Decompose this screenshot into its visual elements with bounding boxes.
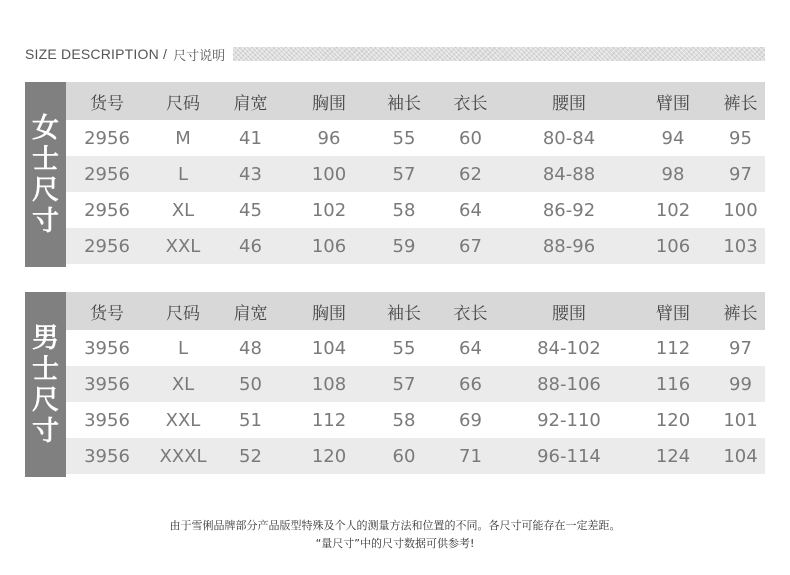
table-cell: XXL	[165, 409, 201, 431]
table-cell: 67	[459, 235, 482, 257]
table-cell: 52	[239, 445, 262, 467]
table-cell: 57	[392, 163, 416, 185]
table-cell: 120	[311, 445, 347, 467]
title-en: SIZE DESCRIPTION /	[25, 46, 168, 62]
table-cell: 99	[729, 373, 752, 395]
table-cell: 92-110	[537, 409, 601, 431]
table-cell: 94	[661, 127, 685, 149]
table-cell: 124	[655, 445, 691, 467]
table-cell: 95	[729, 127, 752, 149]
women-size-label	[25, 82, 66, 267]
column-header: 裤长	[723, 93, 758, 114]
table-row	[66, 228, 765, 264]
table-cell: 50	[239, 373, 262, 395]
table-row	[66, 366, 765, 402]
table-cell: XXXL	[159, 445, 207, 467]
column-header: 货号	[90, 303, 124, 324]
table-cell: 3956	[84, 409, 130, 431]
table-cell: 96	[317, 127, 341, 149]
side-char: 女	[32, 112, 59, 144]
table-cell: XXL	[165, 235, 201, 257]
table-cell: 102	[655, 199, 691, 221]
side-char: 寸	[32, 415, 59, 447]
table-cell: 43	[239, 163, 262, 185]
column-header: 臂围	[656, 93, 690, 114]
table-cell: M	[175, 127, 191, 149]
table-cell: 101	[723, 409, 758, 431]
column-header: 肩宽	[233, 93, 268, 114]
men-size-table	[25, 292, 765, 477]
table-cell: 120	[655, 409, 691, 431]
table-cell: 60	[459, 127, 482, 149]
column-header: 腰围	[552, 303, 586, 324]
table-row	[66, 156, 765, 192]
table-cell: 58	[392, 199, 416, 221]
table-cell: 60	[392, 445, 416, 467]
table-cell: 98	[661, 163, 685, 185]
table-cell: 58	[392, 409, 416, 431]
table-cell: 116	[655, 373, 691, 395]
table-cell: 84-102	[537, 337, 601, 359]
side-char: 寸	[32, 205, 59, 237]
column-header: 腰围	[552, 93, 586, 114]
table-cell: 2956	[84, 163, 130, 185]
column-header: 胸围	[312, 93, 346, 114]
table-cell: 88-106	[537, 373, 601, 395]
side-char: 男	[32, 322, 59, 354]
table-cell: 103	[723, 235, 758, 257]
title-cn: 尺寸说明	[173, 48, 226, 64]
table-cell: 106	[311, 235, 347, 257]
table-cell: 62	[459, 163, 482, 185]
column-header: 衣长	[453, 303, 488, 324]
table-cell: 3956	[84, 373, 130, 395]
table-cell: 41	[239, 127, 262, 149]
table-cell: 112	[311, 409, 347, 431]
column-header: 肩宽	[233, 303, 268, 324]
column-header: 衣长	[453, 93, 488, 114]
table-cell: 96-114	[537, 445, 601, 467]
table-row	[66, 402, 765, 438]
column-header: 货号	[90, 93, 124, 114]
table-cell: 102	[311, 199, 347, 221]
column-header: 袖长	[387, 303, 421, 324]
table-cell: 2956	[84, 199, 130, 221]
table-cell: 97	[729, 163, 752, 185]
column-header: 裤长	[723, 303, 758, 324]
column-header: 尺码	[166, 303, 200, 324]
table-cell: 64	[459, 337, 482, 359]
column-header: 尺码	[166, 93, 200, 114]
table-cell: XL	[171, 199, 195, 221]
footer-note-line-2: “量尺寸”中的尺寸数据可供参考!	[315, 537, 475, 550]
table-cell: 97	[729, 337, 752, 359]
table-cell: 3956	[84, 445, 130, 467]
size-description-header	[25, 44, 765, 64]
side-char: 士	[32, 353, 59, 385]
table-cell: 66	[459, 373, 482, 395]
table-cell: 86-92	[542, 199, 596, 221]
table-cell: 112	[655, 337, 691, 359]
men-size-label	[25, 292, 66, 477]
footer-note-line-1: 由于雪俐品牌部分产品版型特殊及个人的测量方法和位置的不同。各尺寸可能存在一定差距。	[169, 519, 621, 532]
table-cell: 64	[459, 199, 482, 221]
side-char: 尺	[32, 384, 59, 416]
header-row	[66, 292, 765, 330]
table-cell: 100	[723, 199, 758, 221]
table-cell: 69	[459, 409, 482, 431]
table-cell: 88-96	[542, 235, 596, 257]
table-cell: 59	[392, 235, 416, 257]
table-cell: 57	[392, 373, 416, 395]
header-row	[66, 82, 765, 120]
table-cell: 84-88	[542, 163, 596, 185]
column-header: 袖长	[387, 93, 421, 114]
table-row	[66, 438, 765, 474]
table-cell: 55	[392, 337, 416, 359]
table-cell: L	[177, 337, 189, 359]
table-cell: XL	[171, 373, 195, 395]
column-header: 臂围	[656, 303, 690, 324]
table-cell: 106	[655, 235, 691, 257]
table-cell: 51	[239, 409, 262, 431]
table-cell: 2956	[84, 127, 130, 149]
header-decoration-bar	[233, 47, 765, 61]
table-row	[66, 192, 765, 228]
table-cell: 55	[392, 127, 416, 149]
table-cell: L	[177, 163, 189, 185]
side-char: 尺	[32, 174, 59, 206]
table-row	[66, 330, 765, 366]
side-char: 士	[32, 143, 59, 175]
table-row	[66, 120, 765, 156]
table-cell: 3956	[84, 337, 130, 359]
column-header: 胸围	[312, 303, 346, 324]
table-cell: 108	[311, 373, 347, 395]
table-cell: 71	[459, 445, 482, 467]
table-cell: 2956	[84, 235, 130, 257]
table-cell: 45	[239, 199, 262, 221]
table-cell: 46	[239, 235, 262, 257]
women-size-table	[25, 82, 765, 267]
table-cell: 100	[311, 163, 347, 185]
table-cell: 104	[311, 337, 347, 359]
table-cell: 48	[239, 337, 262, 359]
table-cell: 104	[723, 445, 758, 467]
table-cell: 80-84	[542, 127, 596, 149]
